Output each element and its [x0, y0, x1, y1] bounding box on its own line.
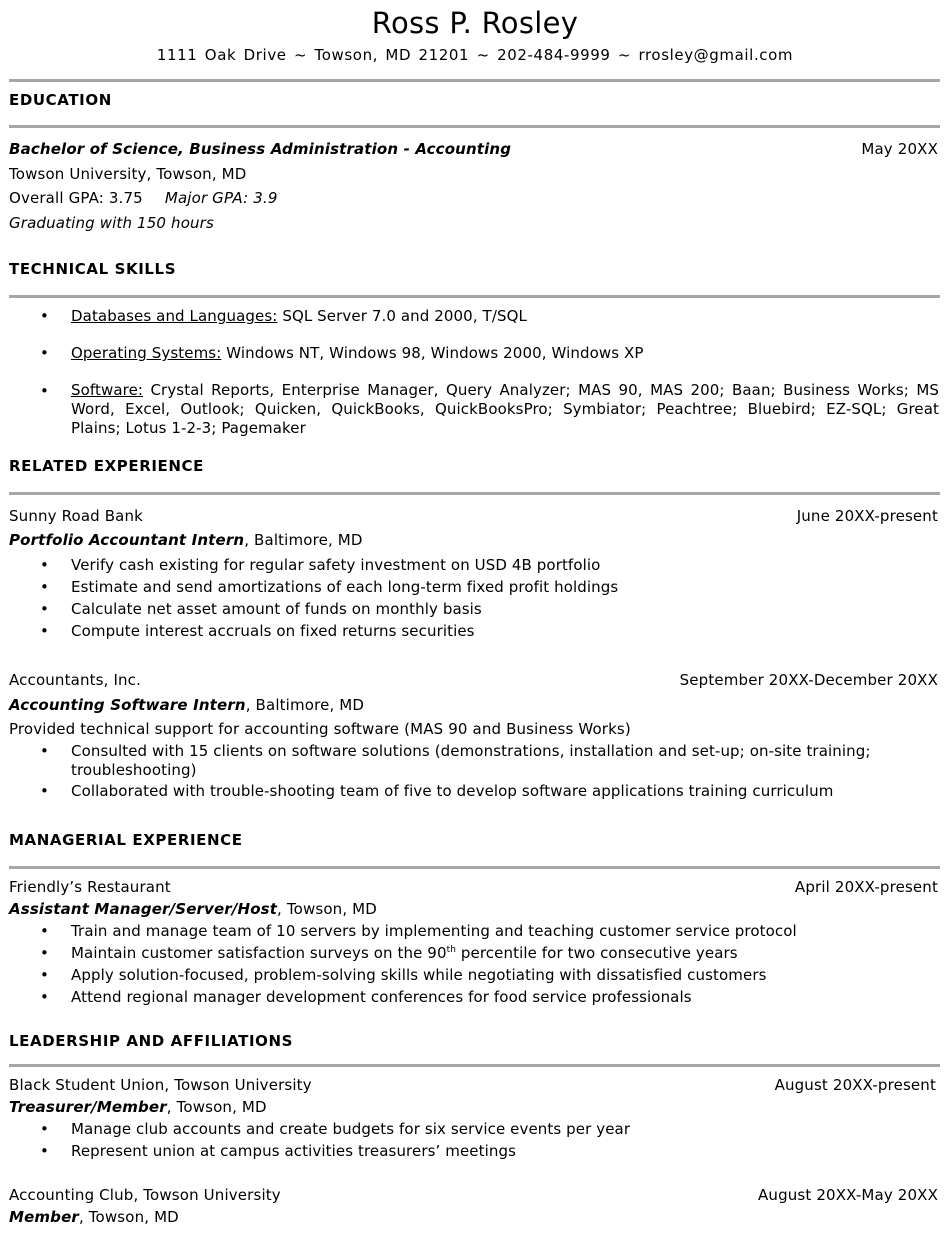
section-heading-education: EDUCATION	[9, 91, 112, 109]
role-title: Treasurer/Member	[9, 1098, 167, 1116]
employer-name: Friendly’s Restaurant	[9, 878, 171, 896]
skill-databases	[71, 307, 527, 325]
role-title-line	[9, 1098, 267, 1116]
bullet-glyph: •	[40, 556, 49, 574]
organization-name: Black Student Union, Towson University	[9, 1076, 312, 1094]
job-bullet-text: Maintain customer satisfaction surveys on the 90	[71, 944, 447, 962]
job-date: June 20XX-present	[796, 507, 938, 525]
job-bullet: Compute interest accruals on fixed returns securities	[71, 622, 475, 640]
job-bullet: Estimate and send amortizations of each long-term fixed profit holdings	[71, 578, 619, 596]
job-date: September 20XX-December 20XX	[679, 671, 938, 689]
role-bullet: Manage club accounts and create budgets for six service events per year	[71, 1120, 631, 1138]
job-title: Accounting Software Intern	[9, 696, 246, 714]
employer-name: Accountants, Inc.	[9, 671, 141, 689]
section-heading-managerial: MANAGERIAL EXPERIENCE	[9, 831, 243, 849]
bullet-glyph: •	[40, 578, 49, 596]
bullet-glyph: •	[40, 922, 49, 940]
role-location: , Towson, MD	[78, 1208, 179, 1226]
skill-os	[71, 344, 644, 362]
job-bullet: Collaborated with trouble-shooting team of five to develop software applications training curriculum	[71, 782, 834, 800]
organization-name: Accounting Club, Towson University	[9, 1186, 281, 1204]
skill-software	[71, 381, 939, 438]
job-bullet: Consulted with 15 clients on software solutions (demonstrations, installation and set-up; on-site training; troubleshooting)	[71, 742, 871, 779]
role-date: August 20XX-May 20XX	[758, 1186, 938, 1204]
job-bullet: Apply solution-focused, problem-solving skills while negotiating with dissatisfied customers	[71, 966, 767, 984]
section-heading-related: RELATED EXPERIENCE	[9, 457, 204, 475]
bullet-glyph: •	[40, 307, 49, 325]
role-location: , Towson, MD	[166, 1098, 267, 1116]
skill-label: Databases and Languages:	[71, 307, 278, 325]
degree-title: Bachelor of Science, Business Administration - Accounting	[9, 140, 512, 158]
resume-name: Ross P. Rosley	[371, 6, 579, 40]
divider	[9, 1064, 940, 1067]
skill-value: Windows NT, Windows 98, Windows 2000, Windows XP	[221, 344, 644, 362]
job-title: Assistant Manager/Server/Host	[9, 900, 278, 918]
job-location: , Baltimore, MD	[244, 531, 363, 549]
graduation-note: Graduating with 150 hours	[9, 214, 214, 232]
skill-label: Software:	[71, 381, 144, 399]
role-bullet: Represent union at campus activities treasurers’ meetings	[71, 1142, 516, 1160]
bullet-glyph: •	[40, 600, 49, 618]
role-title: Member	[9, 1208, 79, 1226]
section-heading-skills: TECHNICAL SKILLS	[9, 260, 177, 278]
bullet-glyph: •	[40, 944, 49, 962]
ordinal-suffix: th	[446, 945, 457, 955]
job-bullet: Calculate net asset amount of funds on monthly basis	[71, 600, 482, 618]
divider	[9, 866, 940, 869]
bullet-glyph: •	[40, 1120, 49, 1138]
bullet-glyph: •	[40, 742, 49, 760]
job-bullet-text: percentile for two consecutive years	[456, 944, 738, 962]
bullet-glyph: •	[40, 622, 49, 640]
job-location: , Towson, MD	[277, 900, 377, 918]
role-date: August 20XX-present	[774, 1076, 936, 1094]
job-bullet: Verify cash existing for regular safety investment on USD 4B portfolio	[71, 556, 601, 574]
school-name: Towson University, Towson, MD	[9, 165, 247, 183]
divider	[9, 79, 940, 82]
skill-value: SQL Server 7.0 and 2000, T/SQL	[277, 307, 527, 325]
degree-date: May 20XX	[861, 140, 938, 158]
job-title-line	[9, 696, 364, 714]
employer-name: Sunny Road Bank	[9, 507, 144, 525]
bullet-glyph: •	[40, 344, 49, 362]
section-heading-leadership: LEADERSHIP AND AFFILIATIONS	[9, 1032, 294, 1050]
skill-label: Operating Systems:	[71, 344, 222, 362]
job-date: April 20XX-present	[794, 878, 938, 896]
gpa-overall: Overall GPA: 3.75	[9, 189, 143, 207]
divider	[9, 295, 940, 298]
bullet-glyph: •	[40, 782, 49, 800]
bullet-glyph: •	[40, 966, 49, 984]
job-summary: Provided technical support for accounting software (MAS 90 and Business Works)	[9, 720, 631, 738]
job-title-line	[9, 531, 363, 549]
job-title: Portfolio Accountant Intern	[9, 531, 245, 549]
role-title-line	[9, 1208, 179, 1226]
skill-value: Crystal Reports, Enterprise Manager, Query Analyzer; MAS 90, MAS 200; Baan; Business Works; MS Word, Excel, Outlook; Quicken, QuickBooks, QuickBooksPro; Symbiator; Peachtree; Bluebird; EZ-SQL; Great Plains; Lotus 1-2-3; Pagemaker	[71, 381, 939, 437]
bullet-glyph: •	[40, 1142, 49, 1160]
gpa-major: Major GPA: 3.9	[164, 189, 278, 207]
gpa-line	[9, 189, 278, 207]
contact-line: 1111 Oak Drive ~ Towson, MD 21201 ~ 202-484-9999 ~ rrosley@gmail.com	[156, 46, 794, 64]
divider	[9, 492, 940, 495]
job-bullet	[71, 944, 738, 962]
job-bullet: Attend regional manager development conferences for food service professionals	[71, 988, 692, 1006]
job-bullet: Train and manage team of 10 servers by implementing and teaching customer service protocol	[71, 922, 797, 940]
bullet-glyph: •	[40, 988, 49, 1006]
job-title-line	[9, 900, 377, 918]
bullet-glyph: •	[40, 382, 49, 400]
job-location: , Baltimore, MD	[245, 696, 365, 714]
divider	[9, 125, 940, 128]
